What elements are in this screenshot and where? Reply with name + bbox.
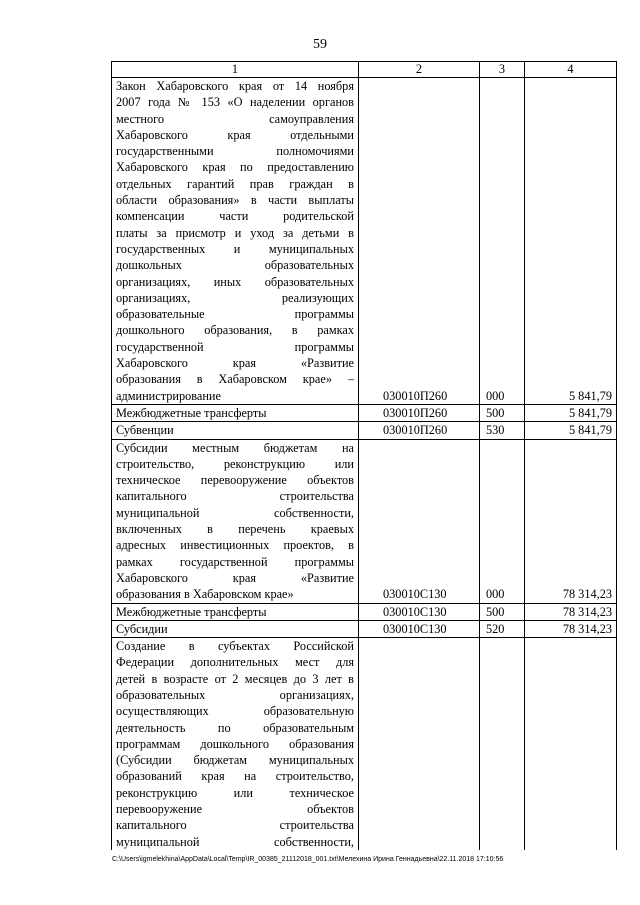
description-line: рамках государственной программы [116, 554, 354, 569]
description-line: адресных инвестиционных проектов, в [116, 538, 354, 553]
description-line: образований края на строительство, [116, 769, 354, 784]
description-line: компенсации части родительской [116, 209, 354, 224]
table-row [112, 422, 617, 439]
description-line: Хабаровского края «Развитие [116, 570, 354, 585]
row-description [112, 603, 359, 620]
description-line: Субсидии местным бюджетам на [116, 440, 354, 455]
row-amount: 5 841,79 [525, 422, 617, 439]
description-line: области образования» в части выплаты [116, 193, 354, 208]
table-row [112, 404, 617, 421]
description-line: дошкольного образования, в рамках [116, 323, 354, 338]
description-line: 2007 года № 153 «О наделении органов [116, 95, 354, 110]
row-code: 030010С130 [359, 439, 480, 603]
description-line: Хабаровского края «Развитие [116, 356, 354, 371]
row-type [480, 638, 525, 850]
row-description [112, 78, 359, 405]
row-type: 520 [480, 620, 525, 637]
row-amount: 5 841,79 [525, 78, 617, 405]
table-row [112, 439, 617, 603]
footer-file-path: C:\Users\igmelekhina\AppData\Local\Temp\IR_00385_21112018_001.txt\Мелехина Ирина Геннадьевна\22.11.2018 17:10:56 [112, 856, 504, 863]
table-row [112, 620, 617, 637]
description-line: образовательных организациях, [116, 687, 354, 702]
description-line: муниципальной собственности, [116, 834, 354, 849]
description-line: государственной программы [116, 339, 354, 354]
header-col-4: 4 [525, 62, 617, 78]
description-line: Субвенции [116, 423, 174, 438]
description-line: местного самоуправления [116, 111, 354, 126]
description-line: Межбюджетные трансферты [116, 604, 267, 619]
row-code: 030010П260 [359, 78, 480, 405]
row-amount: 78 314,23 [525, 620, 617, 637]
row-amount: 78 314,23 [525, 603, 617, 620]
row-type: 500 [480, 603, 525, 620]
table-row [112, 603, 617, 620]
description-line: администрирование [116, 388, 221, 403]
row-description [112, 439, 359, 603]
description-line: организациях, реализующих [116, 290, 354, 305]
description-line: капитального строительства [116, 489, 354, 504]
description-line: деятельность по образовательным [116, 720, 354, 735]
row-code: 030010С130 [359, 620, 480, 637]
budget-table [111, 61, 617, 850]
header-col-2: 2 [359, 62, 480, 78]
description-line: детей в возрасте от 2 месяцев до 3 лет в [116, 671, 354, 686]
description-line: образования в Хабаровском крае» [116, 587, 294, 602]
description-line: Хабаровского края отдельными [116, 127, 354, 142]
description-line: реконструкцию или техническое [116, 785, 354, 800]
row-description [112, 620, 359, 637]
row-description [112, 638, 359, 850]
description-line: капитального строительства [116, 818, 354, 833]
description-line: образовательные программы [116, 307, 354, 322]
row-amount: 78 314,23 [525, 439, 617, 603]
description-line: Субсидии [116, 621, 168, 636]
description-line: дошкольных образовательных [116, 258, 354, 273]
description-line: техническое перевооружение объектов [116, 473, 354, 488]
row-code [359, 638, 480, 850]
description-line: организациях, иных образовательных [116, 274, 354, 289]
description-line: отдельных гарантий прав граждан в [116, 176, 354, 191]
description-line: осуществляющих образовательную [116, 704, 354, 719]
table-row [112, 78, 617, 405]
row-code: 030010П260 [359, 404, 480, 421]
row-code: 030010П260 [359, 422, 480, 439]
description-line: перевооружение объектов [116, 802, 354, 817]
description-line: Хабаровского края по предоставлению [116, 160, 354, 175]
row-type: 000 [480, 78, 525, 405]
row-code: 030010С130 [359, 603, 480, 620]
description-line: образования в Хабаровском крае» – [116, 372, 354, 387]
row-type: 530 [480, 422, 525, 439]
description-line: муниципальной собственности, [116, 505, 354, 520]
description-line: строительство, реконструкцию или [116, 456, 354, 471]
description-line: государственными полномочиями [116, 144, 354, 159]
description-line: Федерации дополнительных мест для [116, 655, 354, 670]
header-col-1: 1 [112, 62, 359, 78]
row-description [112, 422, 359, 439]
row-description [112, 404, 359, 421]
header-col-3: 3 [480, 62, 525, 78]
description-line: Создание в субъектах Российской [116, 639, 354, 654]
description-line: (Субсидии бюджетам муниципальных [116, 753, 354, 768]
row-amount [525, 638, 617, 850]
description-line: включенных в перечень краевых [116, 522, 354, 537]
description-line: программам дошкольного образования [116, 736, 354, 751]
page-number: 59 [313, 37, 327, 52]
description-line: государственных и муниципальных [116, 241, 354, 256]
row-amount: 5 841,79 [525, 404, 617, 421]
description-line: платы за присмотр и уход за детьми в [116, 225, 354, 240]
table-row [112, 638, 617, 850]
row-type: 000 [480, 439, 525, 603]
table-header-row [112, 62, 617, 78]
description-line: Закон Хабаровского края от 14 ноября [116, 79, 354, 93]
description-line: Межбюджетные трансферты [116, 405, 267, 420]
row-type: 500 [480, 404, 525, 421]
